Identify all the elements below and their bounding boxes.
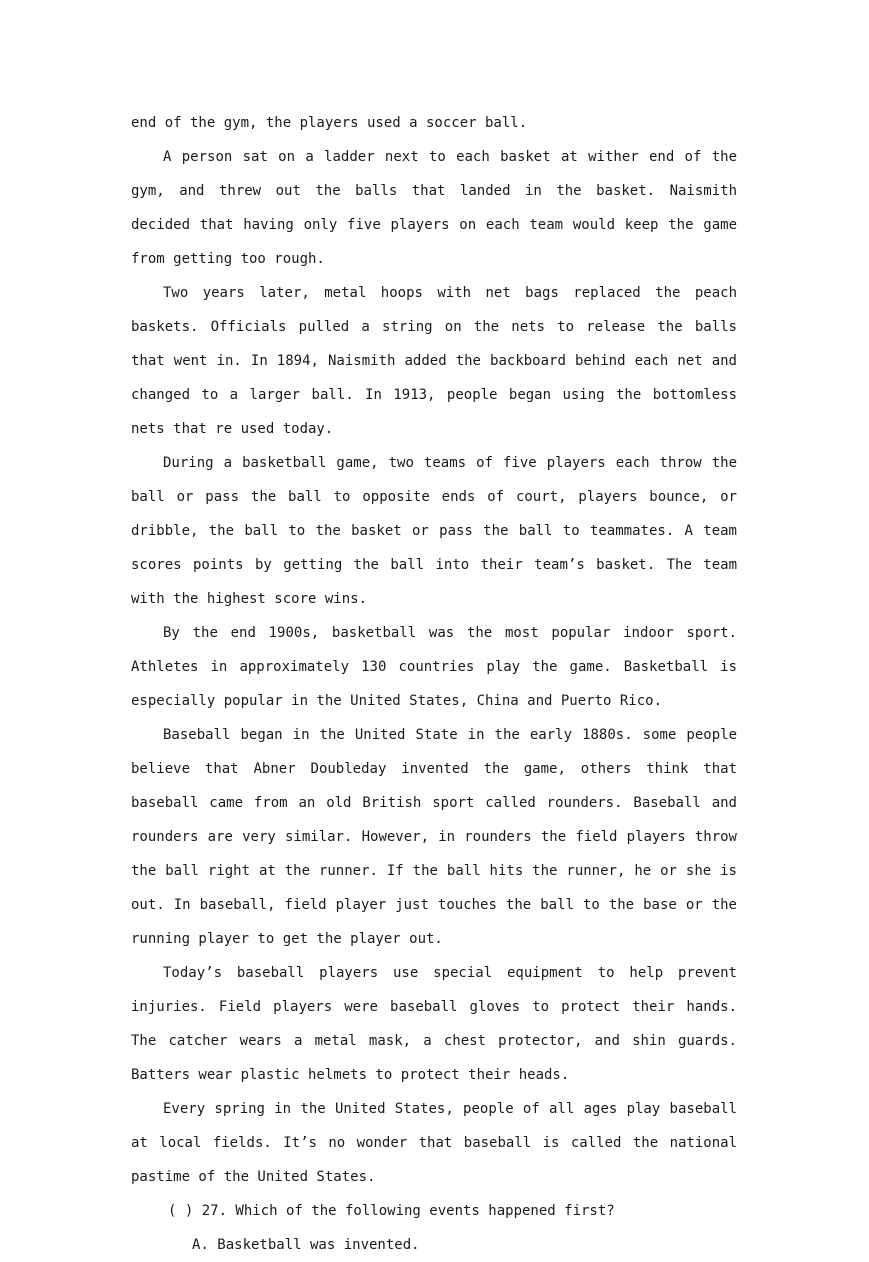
paragraph-national-pastime: Every spring in the United States, people of all ages play baseball at local fields. It’s no wonder that baseball is called the national pastime of the United States.	[131, 1101, 737, 1185]
paragraph-popularity: By the end 1900s, basketball was the most popular indoor sport. Athletes in approximately 130 countries play the game. Basketball is especially popular in the United States, China and Puerto Rico.	[131, 625, 737, 709]
question-27-option-a: A. Basketball was invented.	[192, 1237, 420, 1253]
paragraph-equipment: Today’s baseball players use special equipment to help prevent injuries. Field players were baseball gloves to protect their hands. The catcher wears a metal mask, a chest protector, and shin guards. Batters wear plastic helmets to protect their heads.	[131, 965, 737, 1083]
document-body	[131, 106, 737, 1262]
paragraph-baseball-origin: Baseball began in the United State in the early 1880s. some people believe that Abner Doubleday invented the game, others think that baseball came from an old British sport called rounders. Baseball and rounders are very similar. However, in rounders the field players throw the ball right at the runner. If the ball hits the runner, he or she is out. In baseball, field player just touches the ball to the base or the running player to get the player out.	[131, 727, 737, 947]
paragraph-continuation: end of the gym, the players used a soccer ball.	[131, 115, 528, 131]
paragraph-ladder: A person sat on a ladder next to each basket at wither end of the gym, and threw out the balls that landed in the basket. Naismith decided that having only five players on each team would keep the game from getting too rough.	[131, 149, 737, 267]
paragraph-metal-hoops: Two years later, metal hoops with net bags replaced the peach baskets. Officials pulled a string on the nets to release the balls that went in. In 1894, Naismith added the backboard behind each net and changed to a larger ball. In 1913, people began using the bottomless nets that re used today.	[131, 285, 737, 437]
question-27: ( ) 27. Which of the following events happened first?	[168, 1203, 615, 1219]
paragraph-basketball-game: During a basketball game, two teams of five players each throw the ball or pass the ball to opposite ends of court, players bounce, or dribble, the ball to the basket or pass the ball to teammates. A team scores points by getting the ball into their team’s basket. The team with the highest score wins.	[131, 455, 737, 607]
